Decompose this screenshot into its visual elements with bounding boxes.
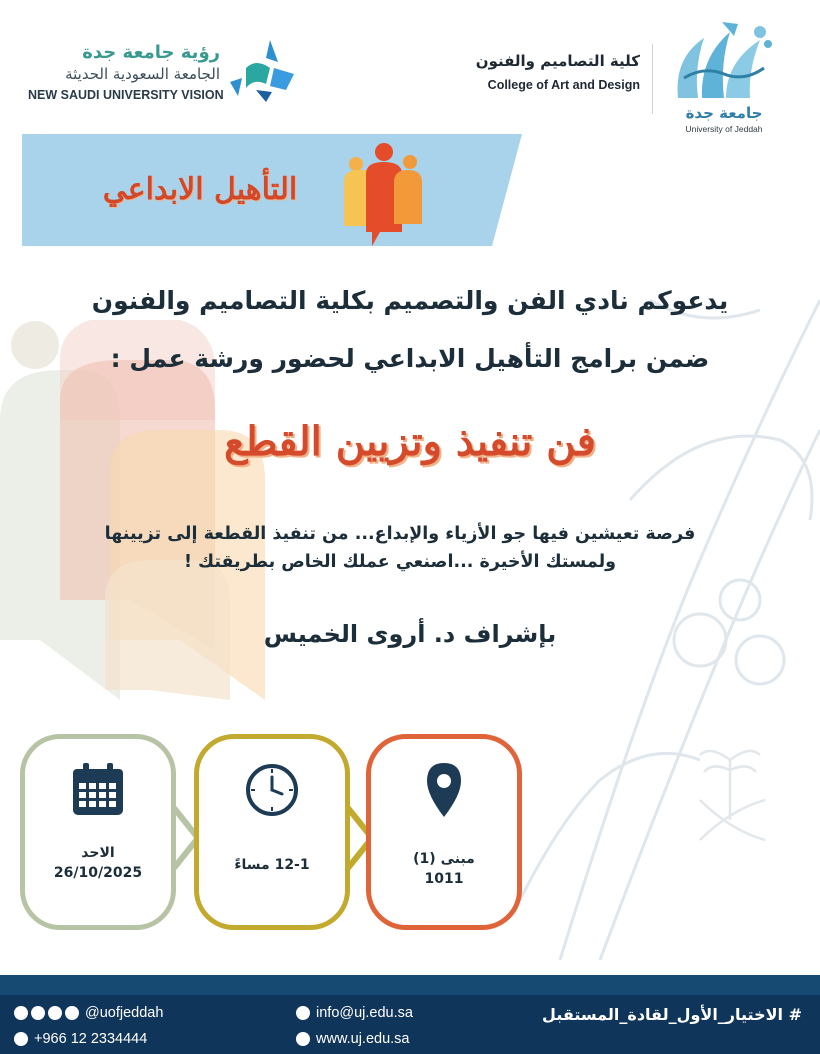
clock-icon	[243, 761, 301, 819]
date-day: الاحد	[81, 845, 115, 861]
footer-hashtag: # الاختيار_الأول_لقادة_المستقبل	[542, 1005, 802, 1024]
location-pin-icon	[415, 761, 473, 819]
footer-phone[interactable]	[14, 1031, 147, 1047]
description-line-2: ولمستك الأخيرة ...اصنعي عملك الخاص بطريقتك !	[183, 552, 617, 572]
footer-website[interactable]	[296, 1031, 410, 1047]
social-handle: @uofjeddah	[85, 1005, 164, 1021]
event-details	[0, 728, 820, 938]
location-building: مبنى (1)	[413, 851, 475, 867]
invitation-line-1: يدعوكم نادي الفن والتصميم بكلية التصاميم والفنون	[91, 286, 729, 315]
date-box	[20, 734, 176, 930]
description-line-1: فرصة تعيشين فيها جو الأزياء والإبداع... من تنفيذ القطعة إلى تزيينها	[104, 524, 696, 544]
vision-mark-icon	[226, 38, 298, 104]
email-icon	[296, 1006, 310, 1020]
vision-subtitle-arabic: الجامعة السعودية الحديثة	[65, 65, 220, 83]
date-value: 26/10/2025	[53, 865, 143, 881]
college-name-arabic: كلية التصاميم والفنون	[475, 52, 640, 70]
calendar-icon	[69, 761, 127, 819]
footer-social[interactable]	[14, 1005, 163, 1021]
location-room: 1011	[424, 871, 464, 887]
website-url: www.uj.edu.sa	[316, 1031, 410, 1047]
banner-title: التأهيل الابداعي	[102, 172, 298, 207]
vision-logo	[28, 38, 298, 108]
footer-strip	[0, 975, 820, 995]
college-name-english: College of Art and Design	[487, 78, 640, 92]
university-name-english: University of Jeddah	[685, 124, 763, 134]
supervisor: بإشراف د. أروى الخميس	[263, 620, 557, 648]
location-box	[366, 734, 522, 930]
time-box	[194, 734, 350, 930]
invitation-line-2: ضمن برامج التأهيل الابداعي لحضور ورشة عمل :	[110, 344, 710, 373]
university-logo	[664, 18, 792, 138]
phone-number: +966 12 2334444	[34, 1031, 148, 1047]
invitation-text	[30, 272, 790, 388]
email-address: info@uj.edu.sa	[316, 1005, 413, 1021]
vision-title-english: NEW SAUDI UNIVERSITY VISION	[28, 88, 224, 102]
header-divider	[652, 44, 653, 114]
university-emblem-icon	[664, 18, 784, 104]
workshop-description	[60, 520, 740, 576]
footer	[0, 975, 820, 1054]
university-name-arabic: جامعة جدة	[685, 104, 763, 122]
header	[0, 0, 820, 135]
footer-email[interactable]	[296, 1005, 413, 1021]
program-banner	[22, 134, 522, 246]
college-name	[460, 52, 640, 92]
globe-icon	[296, 1032, 310, 1046]
people-bubbles-icon	[344, 142, 424, 252]
vision-title-arabic: رؤية جامعة جدة	[82, 42, 220, 63]
workshop-title: فن تنفيذ وتزيين القطع	[224, 418, 596, 465]
social-icons	[14, 1006, 79, 1020]
time-value: 12-1 مساءً	[234, 857, 310, 873]
phone-icon	[14, 1032, 28, 1046]
